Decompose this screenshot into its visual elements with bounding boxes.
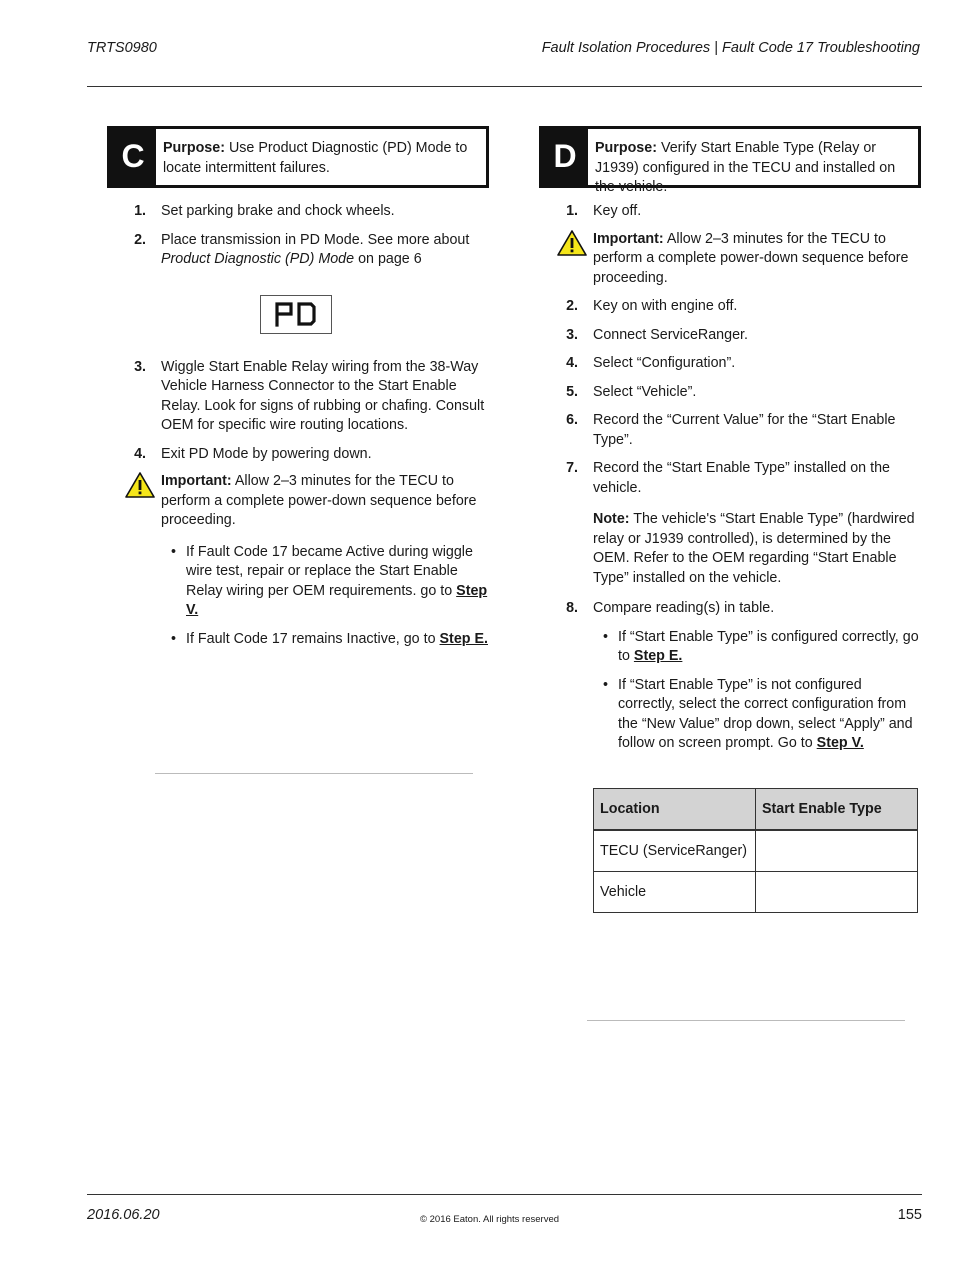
step-text: Key on with engine off. [593, 298, 738, 314]
bullet-body: If “Start Enable Type” is not configured correctly, select the correct configuration from the “New Value” drop down, select “Apply” and follow on screen prompt. Go to [618, 676, 913, 751]
step-item [539, 326, 921, 346]
important-text [161, 472, 489, 531]
important-label: Important: [161, 473, 232, 489]
bullet-dot: • [171, 543, 177, 560]
step-text: Record the “Start Enable Type” installed on the vehicle. [593, 460, 890, 496]
page-number: 155 [897, 1207, 922, 1223]
step-letter-c: C [110, 129, 156, 185]
table-header-row [594, 789, 918, 831]
purpose-text-d [588, 129, 918, 195]
step-text: Wiggle Start Enable Relay wiring from the 38-Way Vehicle Harness Connector to the Start Enable Relay. Look for signs of rubbing or chafing. Consult OEM for specific wire routing locations. [161, 358, 485, 433]
document-code: TRTS0980 [87, 40, 157, 56]
important-body: Allow 2–3 minutes for the TECU to perform a complete power-down sequence before proceeding. [593, 230, 909, 286]
step-number: 8. [566, 600, 578, 616]
step-item [539, 202, 921, 222]
bullet-body: If “Start Enable Type” is configured correctly, go to [618, 628, 919, 664]
important-notice [107, 472, 489, 531]
bullet-item [107, 543, 489, 621]
header-rule [87, 86, 922, 87]
start-enable-table [593, 788, 918, 913]
step-text: Record the “Current Value” for the “Start Enable Type”. [593, 412, 896, 448]
bullet-text [618, 676, 921, 754]
step-text: Select “Vehicle”. [593, 383, 697, 400]
purpose-label: Purpose: [163, 140, 225, 156]
step-number: 6. [566, 412, 578, 428]
pd-segment-display-icon [273, 301, 319, 327]
bullet-item [539, 628, 921, 667]
step-number: 3. [566, 326, 578, 343]
table-row [594, 872, 918, 913]
step-link[interactable]: Step E. [439, 630, 488, 647]
step-link[interactable]: Step V. [186, 582, 488, 618]
step-link[interactable]: Step E. [633, 648, 683, 664]
step-text: Compare reading(s) in table. [593, 600, 775, 616]
bullet-text [186, 630, 489, 650]
step-letter-d: D [542, 129, 588, 185]
step-item [539, 383, 921, 403]
step-text: Set parking brake and chock wheels. [161, 203, 395, 219]
footer-copyright: © 2016 Eaton. All rights reserved [419, 1214, 560, 1225]
bullet-text [618, 628, 921, 667]
section-divider [587, 1020, 905, 1021]
table-cell-location: TECU (ServiceRanger) [594, 830, 756, 872]
bullet-dot: • [603, 628, 609, 645]
step-link[interactable]: Step V. [816, 735, 864, 751]
section-c [107, 126, 489, 649]
step-item [539, 411, 921, 450]
cross-reference-link[interactable]: Product Diagnostic (PD) Mode [161, 251, 355, 267]
step-item [107, 358, 489, 436]
important-notice [539, 230, 921, 289]
step-text: Connect ServiceRanger. [593, 326, 748, 343]
step-text [161, 231, 489, 270]
step-number: 4. [134, 445, 146, 462]
table-row [594, 830, 918, 872]
important-label: Important: [593, 230, 664, 247]
bullet-text [186, 543, 489, 621]
table-cell-start-enable-type [756, 872, 918, 913]
section-divider [155, 773, 473, 774]
step-item [107, 445, 489, 465]
step-text: Key off. [593, 203, 642, 219]
bullet-body: If Fault Code 17 remains Inactive, go to [186, 630, 440, 647]
step-number: 3. [134, 358, 146, 375]
step-item [539, 354, 921, 374]
step-number: 4. [566, 355, 578, 371]
step-number: 7. [566, 460, 578, 476]
purpose-box-d [539, 126, 921, 195]
bullet-item [539, 676, 921, 754]
step-number: 1. [566, 203, 578, 219]
pd-mode-display [260, 295, 332, 334]
bullet-dot: • [171, 630, 177, 647]
step-item [539, 459, 921, 498]
footer-rule [87, 1194, 922, 1195]
table-cell-location: Vehicle [594, 872, 756, 913]
step-text: Exit PD Mode by powering down. [161, 445, 372, 462]
column-header-location: Location [594, 789, 756, 831]
section-d [539, 126, 921, 754]
table-cell-start-enable-type [756, 830, 918, 872]
purpose-body: Use Product Diagnostic (PD) Mode to locate intermittent failures. [163, 140, 468, 176]
bullet-item [107, 630, 489, 650]
step-item [107, 202, 489, 222]
step-text: Select “Configuration”. [593, 355, 736, 371]
purpose-box-c [107, 126, 489, 188]
purpose-label: Purpose: [595, 140, 657, 156]
step-number: 1. [134, 203, 146, 219]
step-item [539, 599, 921, 619]
purpose-body: Verify Start Enable Type (Relay or J1939) configured in the TECU and installed on the vehicle. [595, 140, 896, 195]
step-item [539, 297, 921, 317]
bullet-dot: • [603, 676, 609, 693]
step-item [107, 231, 489, 270]
step-number: 2. [134, 231, 146, 248]
note-body: The vehicle's “Start Enable Type” (hardwired relay or J1939 controlled), is determined by the OEM. Refer to the OEM regarding “Start Enable Type” installed on the vehicle. [593, 511, 915, 586]
bullet-body: If Fault Code 17 became Active during wiggle wire test, repair or replace the Start Enable Relay wiring per OEM requirements. go to [186, 543, 473, 599]
footer-date: 2016.06.20 [87, 1207, 160, 1223]
step-number: 2. [566, 298, 578, 314]
important-body: Allow 2–3 minutes for the TECU to perform a complete power-down sequence before proceeding. [161, 473, 477, 528]
warning-icon [107, 472, 161, 531]
step-number: 5. [566, 383, 578, 400]
warning-icon [539, 230, 593, 289]
purpose-text-c [156, 129, 486, 185]
column-header-start-enable-type: Start Enable Type [756, 789, 918, 831]
note-block [593, 510, 921, 588]
important-text [593, 230, 921, 289]
step-body: Place transmission in PD Mode. See more about [161, 231, 470, 248]
cross-reference-page: on page 6 [354, 251, 422, 267]
section-title: Fault Isolation Procedures | Fault Code 17 Troubleshooting [541, 40, 920, 56]
note-label: Note: [593, 511, 630, 527]
